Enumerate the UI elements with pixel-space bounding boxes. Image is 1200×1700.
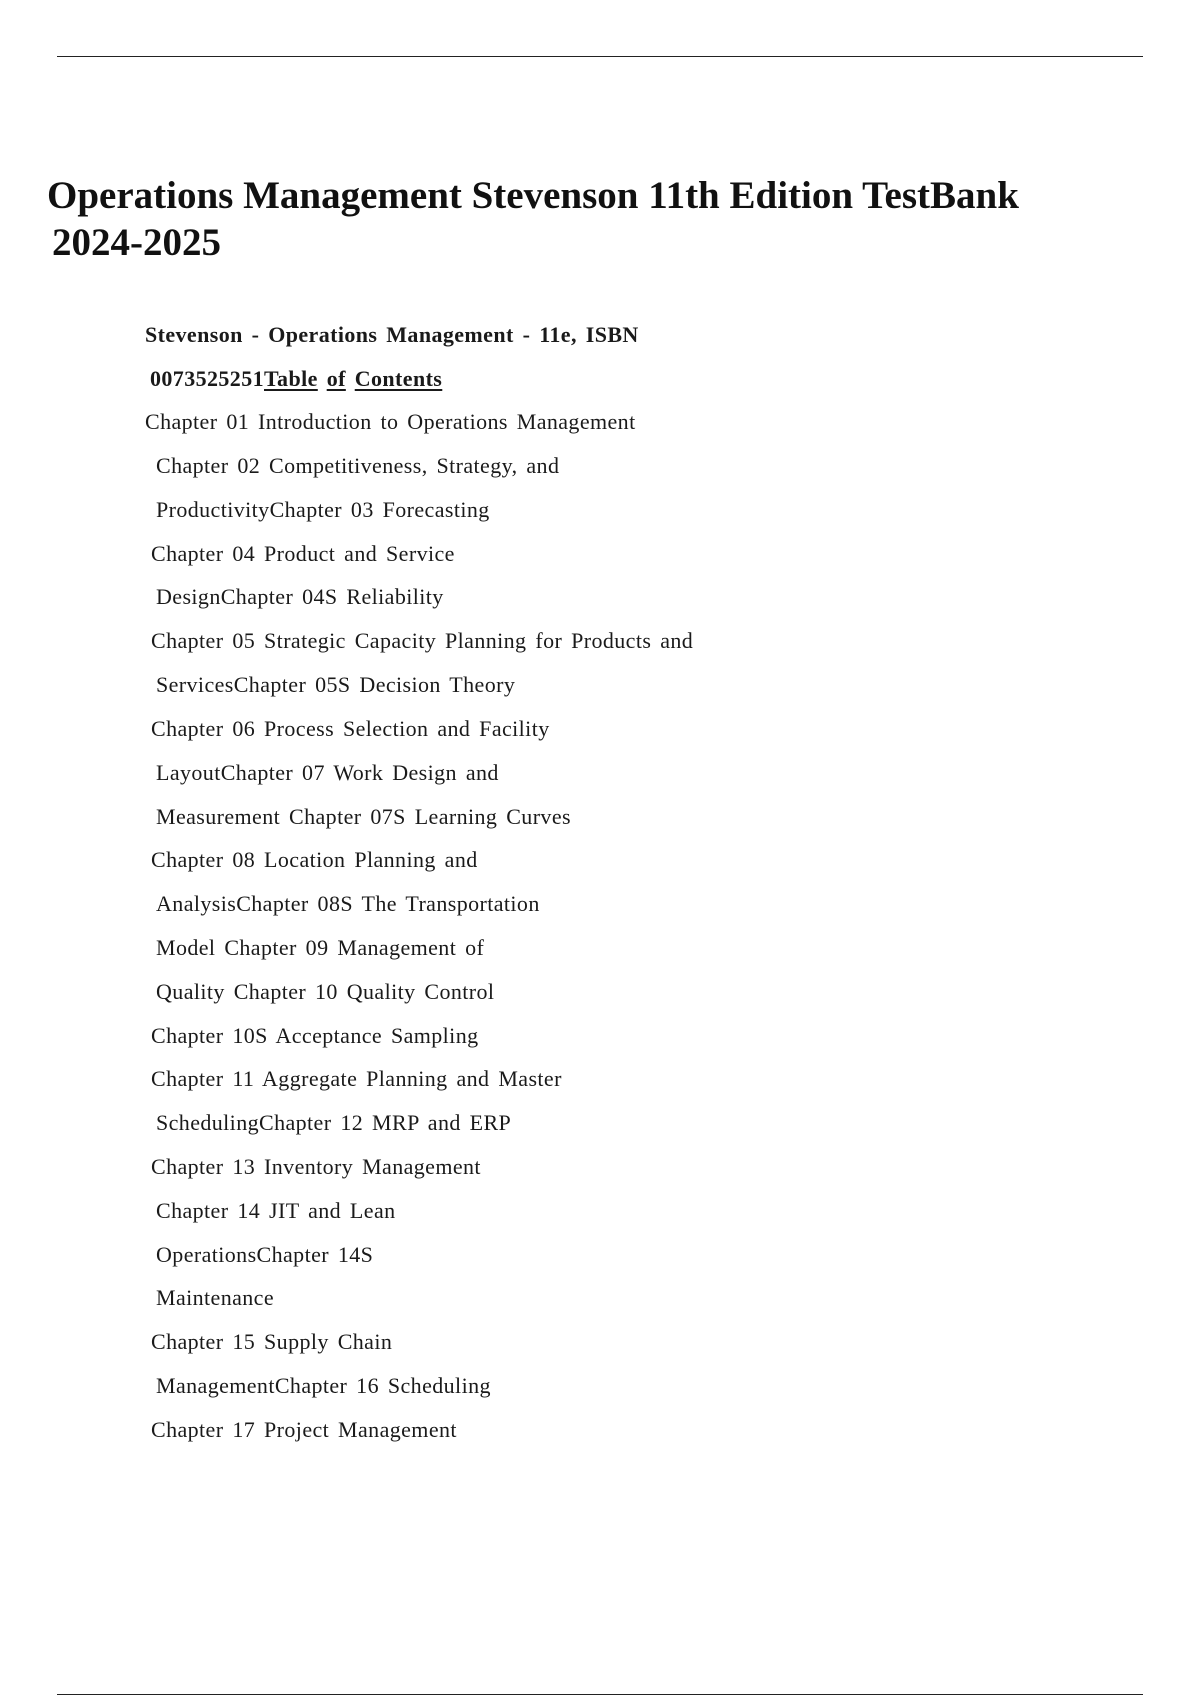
- toc-line: ProductivityChapter 03 Forecasting: [156, 497, 490, 522]
- toc-line: Chapter 06 Process Selection and Facility: [151, 716, 550, 741]
- toc-line: Chapter 04 Product and Service: [151, 541, 455, 566]
- toc-line: Measurement Chapter 07S Learning Curves: [156, 804, 571, 829]
- toc-line: Model Chapter 09 Management of: [156, 935, 485, 960]
- toc-line: DesignChapter 04S Reliability: [156, 584, 444, 609]
- toc-heading-word-of: of: [326, 366, 346, 391]
- toc-line: Chapter 10S Acceptance Sampling: [151, 1023, 479, 1048]
- toc-line: Quality Chapter 10 Quality Control: [156, 979, 495, 1004]
- toc-line: OperationsChapter 14S: [156, 1242, 374, 1267]
- toc-line: Maintenance: [156, 1285, 275, 1310]
- toc-heading-word-table: Table: [264, 366, 318, 391]
- toc-line: AnalysisChapter 08S The Transportation: [156, 891, 540, 916]
- toc-line: Chapter 02 Competitiveness, Strategy, and: [156, 453, 560, 478]
- toc-heading-word-contents: Contents: [354, 366, 443, 391]
- toc-line: Chapter 11 Aggregate Planning and Master: [151, 1066, 562, 1091]
- toc-line: Chapter 17 Project Management: [151, 1417, 457, 1442]
- toc-line: Chapter 01 Introduction to Operations Management: [145, 409, 636, 434]
- subtitle-line: Stevenson - Operations Management - 11e, ISBN: [145, 322, 639, 347]
- toc-line: Chapter 13 Inventory Management: [151, 1154, 481, 1179]
- isbn-number: 0073525251: [150, 366, 264, 391]
- toc-line: Chapter 15 Supply Chain: [151, 1329, 393, 1354]
- toc-line: Chapter 14 JIT and Lean: [156, 1198, 396, 1223]
- toc-line: LayoutChapter 07 Work Design and: [156, 760, 499, 785]
- title-line-1: Operations Management Stevenson 11th Edition TestBank: [47, 174, 1019, 217]
- toc-line: Chapter 08 Location Planning and: [151, 847, 478, 872]
- isbn-toc-heading-line: [150, 365, 442, 393]
- toc-line: SchedulingChapter 12 MRP and ERP: [156, 1110, 512, 1135]
- title-line-2: 2024-2025: [52, 221, 221, 264]
- toc-line: ServicesChapter 05S Decision Theory: [156, 672, 516, 697]
- toc-line: Chapter 05 Strategic Capacity Planning for Products and: [151, 628, 694, 653]
- toc-line: ManagementChapter 16 Scheduling: [156, 1373, 491, 1398]
- bottom-rule: [57, 1694, 1143, 1695]
